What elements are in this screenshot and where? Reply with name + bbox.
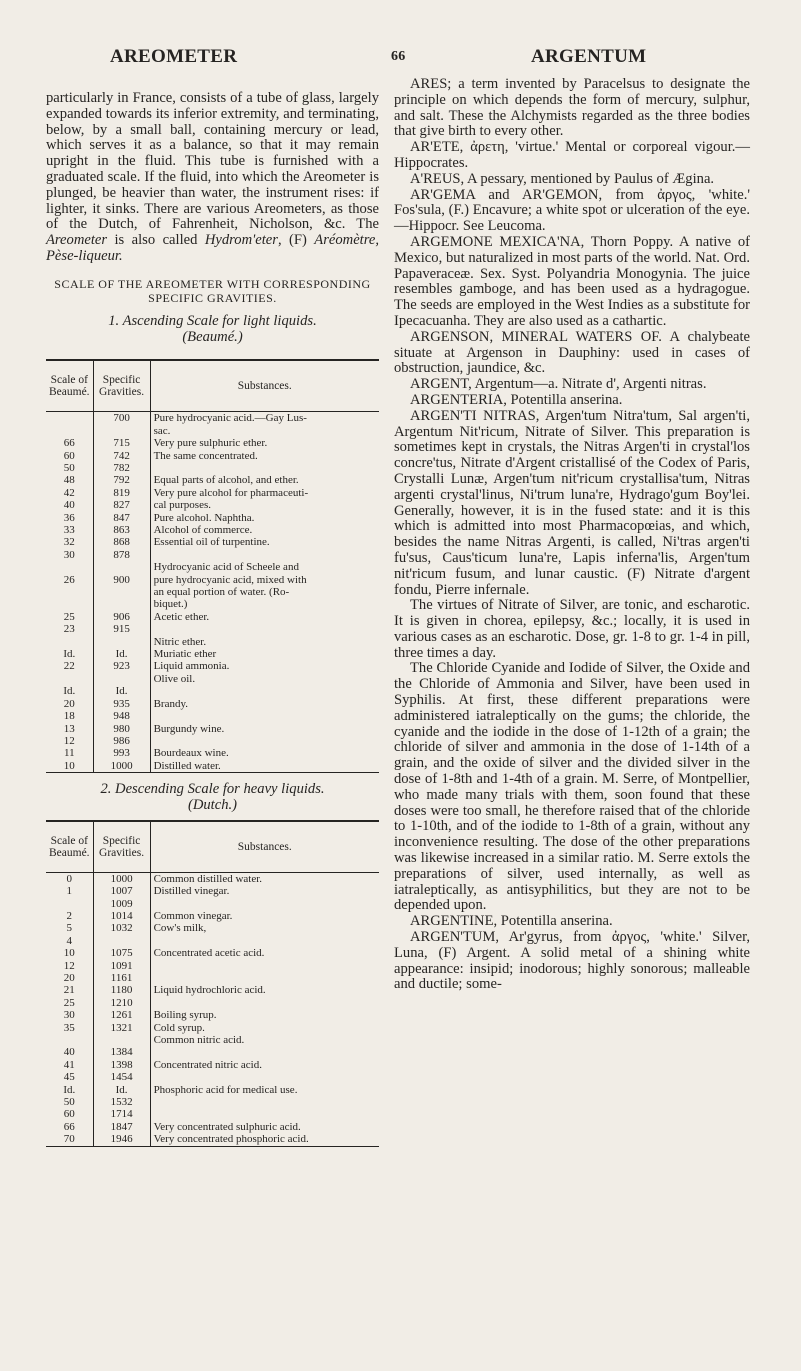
table-row xyxy=(46,450,379,462)
page-number: 66 xyxy=(391,49,406,64)
table2-subtitle: (Dutch.) xyxy=(187,796,238,813)
col-header-scale: Scale of Beaumé. xyxy=(46,360,93,412)
substance-cell: Cow's milk, xyxy=(153,922,207,935)
gravity-cell: Id. xyxy=(93,1084,150,1096)
table-row xyxy=(46,524,379,536)
scale-cell xyxy=(46,1034,93,1046)
col-header-gravity: Specific Gravities. xyxy=(93,360,150,412)
substance-cell: Nitric ether. xyxy=(153,635,207,648)
scale-cell xyxy=(46,561,93,573)
table-row xyxy=(46,1034,379,1046)
gravity-cell: Id. xyxy=(93,648,150,660)
substance-cell xyxy=(150,710,379,722)
gravity-cell: 819 xyxy=(93,487,150,499)
scale-cell: 12 xyxy=(46,735,93,747)
substance-cell xyxy=(150,549,379,561)
table-row xyxy=(46,735,379,747)
scale-cell: 60 xyxy=(46,450,93,462)
gravity-cell: 1032 xyxy=(93,922,150,934)
table-row xyxy=(46,997,379,1009)
substance-cell: Concentrated nitric acid. xyxy=(153,1058,262,1071)
substance-cell xyxy=(150,1096,379,1108)
gravity-cell: 935 xyxy=(93,698,150,710)
scale-cell: 13 xyxy=(46,723,93,735)
substance-cell: Olive oil. xyxy=(153,672,196,685)
scale-cell xyxy=(46,636,93,648)
intro-paragraph: particularly in France, consists of a tube of glass, largely expanded towards its inferior extremity, and terminating, below, by a small ball, containing mercury or lead, which serves it as a balance, so that it may remain upright in the fluid. This tube is furnished with a graduated scale. If the fluid, into which the Areometer is plunged, be heavier than water, the instrument rises: if lighter, it sinks. There are various Areometers, as those of the Dutch, of Fahrenheit, Nicholson, &c. The Areometer is also called Hydrom'eter, (F) Aréomètre, Pèse-liqueur. xyxy=(46,90,379,264)
table-row xyxy=(46,1108,379,1120)
entry-argemone: ARGEMONE MEXICA'NA, Thorn Poppy. A native of Mexico, but naturalized in most parts of the world. Nat. Ord. Papaveraceæ. Sex. Syst. Polyandria Monogynia. The juice resembles gamboge, and has been used as a hydragogue. The seeds are employed in the West Indies as a substitute for Ipecacuanha. They are also used as a cathartic. xyxy=(394,233,750,329)
gravity-cell xyxy=(93,673,150,685)
entry-argema: AR'GEMA and AR'GEMON, from ἀργος, 'white.' Fos'sula, (F.) Encavure; a white spot or ulceration of the eye.—Hippocr. See Leucoma. xyxy=(394,186,750,235)
substance-cell: Very concentrated sulphuric acid. xyxy=(153,1120,301,1133)
substance-cell: Very concentrated phosphoric acid. xyxy=(150,1133,379,1146)
entry-virtues: The virtues of Nitrate of Silver, are tonic, and escharotic. It is given in chorea, epilepsy, &c.; locally, it is used in various cases as an escharotic. Dose, gr. 1-8 to gr. 1-4 in pill, three times a day. xyxy=(394,597,750,661)
table-row xyxy=(46,660,379,672)
scale-cell: 42 xyxy=(46,487,93,499)
table-row xyxy=(46,512,379,524)
scale-cell xyxy=(46,412,93,425)
section-title: SCALE OF THE AREOMETER WITH CORRESPONDING SPECIFIC GRAVITIES. xyxy=(54,276,371,305)
scale-cell: 18 xyxy=(46,710,93,722)
table-row xyxy=(46,487,379,499)
substance-cell: Pure hydrocyanic acid.—Gay Lus- xyxy=(153,412,307,425)
running-head-right: ARGENTUM xyxy=(531,46,647,67)
gravity-cell: 1000 xyxy=(93,872,150,885)
substance-cell xyxy=(150,1046,379,1058)
col-header-substances: Substances. xyxy=(150,821,379,873)
scale-cell: 26 xyxy=(46,574,93,586)
gravity-cell: 1014 xyxy=(93,910,150,922)
gravity-cell: 1454 xyxy=(93,1071,150,1083)
gravity-cell: 1398 xyxy=(93,1059,150,1071)
gravity-cell xyxy=(93,935,150,947)
table-row xyxy=(46,685,379,697)
substance-cell: Distilled water. xyxy=(150,760,379,773)
gravity-cell xyxy=(93,561,150,573)
gravity-cell: 1161 xyxy=(93,972,150,984)
gravity-cell: 715 xyxy=(93,437,150,449)
scale-cell: 45 xyxy=(46,1071,93,1083)
table-row xyxy=(46,935,379,947)
substance-cell: Very pure sulphuric ether. xyxy=(153,437,268,450)
table-row xyxy=(46,1121,379,1133)
substance-cell: Burgundy wine. xyxy=(153,722,225,735)
gravity-cell xyxy=(93,586,150,598)
scale-cell: 40 xyxy=(46,499,93,511)
gravity-cell: 863 xyxy=(93,524,150,536)
scale-cell: Id. xyxy=(46,685,93,697)
substance-cell: biquet.) xyxy=(153,598,188,611)
substance-cell: Cold syrup. xyxy=(153,1021,205,1034)
table-row xyxy=(46,760,379,773)
gravity-cell: 1714 xyxy=(93,1108,150,1120)
table2-title: 2. Descending Scale for heavy liquids. xyxy=(100,781,325,798)
scale-cell: 41 xyxy=(46,1059,93,1071)
substance-cell: Common vinegar. xyxy=(153,909,233,922)
gravity-cell: 1009 xyxy=(93,898,150,910)
scale-cell: 50 xyxy=(46,462,93,474)
scale-cell xyxy=(46,673,93,685)
scale-cell: 0 xyxy=(46,872,93,885)
col-header-substances: Substances. xyxy=(150,360,379,412)
left-column xyxy=(46,91,379,1147)
table-row xyxy=(46,1084,379,1096)
substance-cell xyxy=(150,898,379,910)
scale-cell: 66 xyxy=(46,437,93,449)
gravity-cell xyxy=(93,1034,150,1046)
table-row xyxy=(46,747,379,759)
scale-cell: 60 xyxy=(46,1108,93,1120)
substance-cell: Boiling syrup. xyxy=(153,1009,217,1022)
table-row xyxy=(46,1022,379,1034)
scale-cell: 22 xyxy=(46,660,93,672)
gravity-cell: 915 xyxy=(93,623,150,635)
entry-argenti-nitras: ARGEN'TI NITRAS, Argen'tum Nitra'tum, Sal argen'ti, Argentum Nit'ricum, Nitrate of Silver. This preparation is sometimes kept in crystals, the Nitras Argen'ti in crystal'los concre'tus, Nitrate d'Argent cristallisé of the Codex of Paris, Crystalli Lunæ, Argen'tum nit'ricum crystallisa'tum, Nitras argenti crystal'linus, Ni'trum luna're, Hydrago'gum Boy'lei. Generally, however, it is in the fused state: and it is this which is admitted into most Pharmacopœias, and which, besides the name Nitras Argenti, is called, Ni'tras argen'ti fu'sus, Caus'ticum luna're, Lapis inferna'lis, Argen'tum nit'ricum fusum, and lunar caustic. (F) Nitrate d'argent fondu, Pierre infernale. xyxy=(394,407,750,598)
scale-cell: 5 xyxy=(46,922,93,934)
gravity-cell: 1946 xyxy=(93,1133,150,1146)
scale-cell: 66 xyxy=(46,1121,93,1133)
gravity-cell xyxy=(93,598,150,610)
substance-cell xyxy=(150,623,379,635)
substance-cell: Liquid ammonia. xyxy=(153,660,230,673)
col-header-gravity: Specific Gravities. xyxy=(93,821,150,873)
gravity-cell: 948 xyxy=(93,710,150,722)
table-row xyxy=(46,437,379,449)
substance-cell: Brandy. xyxy=(153,697,188,710)
substance-cell: cal purposes. xyxy=(153,499,211,512)
scale-cell: Id. xyxy=(46,1084,93,1096)
table1-subtitle: (Beaumé.) xyxy=(182,328,243,345)
entry-areus: A'REUS, A pessary, mentioned by Paulus of Ægina. xyxy=(410,170,715,187)
table-row xyxy=(46,648,379,660)
substance-cell: Alcohol of commerce. xyxy=(153,524,253,537)
scale-cell: 1 xyxy=(46,885,93,897)
gravity-cell: 742 xyxy=(93,450,150,462)
scale-cell xyxy=(46,898,93,910)
table-row xyxy=(46,910,379,922)
scale-cell: 12 xyxy=(46,960,93,972)
gravity-cell: 782 xyxy=(93,462,150,474)
gravity-cell: 868 xyxy=(93,536,150,548)
entry-argentine: ARGENTINE, Potentilla anserina. xyxy=(410,913,613,930)
scale-cell: Id. xyxy=(46,648,93,660)
substance-cell: Phosphoric acid for medical use. xyxy=(153,1083,298,1096)
table-row xyxy=(46,499,379,511)
table-row xyxy=(46,984,379,996)
substance-cell: Bourdeaux wine. xyxy=(153,747,229,760)
substance-cell xyxy=(150,997,379,1009)
gravity-cell: 900 xyxy=(93,574,150,586)
entry-arete: AR'ETE, ἀρετη, 'virtue.' Mental or corporeal vigour.—Hippocrates. xyxy=(394,139,750,171)
table-row xyxy=(46,536,379,548)
table-row xyxy=(46,1009,379,1021)
table-row xyxy=(46,586,379,598)
scale-cell: 10 xyxy=(46,947,93,959)
scale-cell: 70 xyxy=(46,1133,93,1146)
gravity-cell: 878 xyxy=(93,549,150,561)
gravity-cell: 1847 xyxy=(93,1121,150,1133)
scale-cell xyxy=(46,586,93,598)
table-row xyxy=(46,922,379,934)
table-row xyxy=(46,898,379,910)
gravity-cell: 1000 xyxy=(93,760,150,773)
table-row xyxy=(46,636,379,648)
gravity-cell: 792 xyxy=(93,474,150,486)
substance-cell: Common distilled water. xyxy=(153,872,263,885)
substance-cell: Very pure alcohol for pharmaceuti- xyxy=(153,486,309,499)
table-row xyxy=(46,611,379,623)
substance-cell: pure hydrocyanic acid, mixed with xyxy=(153,573,307,586)
gravity-cell: 1384 xyxy=(93,1046,150,1058)
scale-cell: 20 xyxy=(46,972,93,984)
table-row xyxy=(46,1096,379,1108)
table-row xyxy=(46,723,379,735)
scale-cell: 23 xyxy=(46,623,93,635)
scale-cell: 33 xyxy=(46,524,93,536)
substance-cell xyxy=(150,685,379,697)
substance-cell: Common nitric acid. xyxy=(153,1034,245,1047)
gravity-cell: 1261 xyxy=(93,1009,150,1021)
entry-argent: ARGENT, Argentum—a. Nitrate d', Argenti nitras. xyxy=(410,376,707,393)
gravity-cell: 1532 xyxy=(93,1096,150,1108)
gravity-cell: 827 xyxy=(93,499,150,511)
table-row xyxy=(46,710,379,722)
scale-cell: 10 xyxy=(46,760,93,773)
substance-cell: Muriatic ether xyxy=(153,648,217,661)
substance-cell: Distilled vinegar. xyxy=(153,885,230,898)
substance-cell: Pure alcohol. Naphtha. xyxy=(153,511,255,524)
gravity-cell: 906 xyxy=(93,611,150,623)
substance-cell: sac. xyxy=(153,424,171,437)
gravity-cell: 923 xyxy=(93,660,150,672)
scale-cell: 35 xyxy=(46,1022,93,1034)
table-row xyxy=(46,549,379,561)
table-row xyxy=(46,462,379,474)
entry-argenteria: ARGENTERIA, Potentilla anserina. xyxy=(410,391,623,408)
entry-ares: ARES; a term invented by Paracelsus to designate the principle on which depends the form of mercury, sulphur, and salt. These the Alchymists regarded as the three bodies that give birth to every other. xyxy=(394,76,750,140)
table-row xyxy=(46,698,379,710)
table-row xyxy=(46,425,379,437)
substance-cell xyxy=(150,960,379,972)
table-row xyxy=(46,1133,379,1146)
col-header-scale: Scale of Beaumé. xyxy=(46,821,93,873)
table-row xyxy=(46,885,379,897)
scale-cell: 20 xyxy=(46,698,93,710)
table-row xyxy=(46,598,379,610)
entry-argentum: ARGEN'TUM, Ar'gyrus, from ἀργος, 'white.' Silver, Luna, (F) Argent. A solid metal of a shining white appearance: insipid; inodorous; highly sonorous; malleable and ductile; some- xyxy=(394,929,750,993)
gravity-cell: 1321 xyxy=(93,1022,150,1034)
gravity-cell: 986 xyxy=(93,735,150,747)
table-row xyxy=(46,960,379,972)
substance-cell: Equal parts of alcohol, and ether. xyxy=(153,474,299,487)
gravity-cell: 700 xyxy=(93,412,150,425)
substance-cell: Hydrocyanic acid of Scheele and xyxy=(153,561,299,574)
gravity-cell: 1180 xyxy=(93,984,150,996)
substance-cell: Concentrated acetic acid. xyxy=(153,947,265,960)
scale-cell xyxy=(46,598,93,610)
table-ascending-scale xyxy=(46,359,379,773)
table-descending-scale xyxy=(46,820,379,1147)
scale-cell: 30 xyxy=(46,1009,93,1021)
right-column xyxy=(394,77,750,993)
gravity-cell: 993 xyxy=(93,747,150,759)
substance-cell: Liquid hydrochloric acid. xyxy=(153,984,266,997)
substance-cell xyxy=(150,972,379,984)
substance-cell: an equal portion of water. (Ro- xyxy=(153,586,290,599)
substance-cell xyxy=(150,935,379,947)
gravity-cell: 1210 xyxy=(93,997,150,1009)
table-row xyxy=(46,1046,379,1058)
scale-cell: 32 xyxy=(46,536,93,548)
scale-cell: 50 xyxy=(46,1096,93,1108)
table-row xyxy=(46,574,379,586)
substance-cell xyxy=(150,735,379,747)
gravity-cell: 1075 xyxy=(93,947,150,959)
table-row xyxy=(46,1071,379,1083)
gravity-cell: Id. xyxy=(93,685,150,697)
substance-cell: The same concentrated. xyxy=(153,449,258,462)
table-row xyxy=(46,872,379,885)
scale-cell: 21 xyxy=(46,984,93,996)
substance-cell xyxy=(150,1071,379,1083)
gravity-cell: 980 xyxy=(93,723,150,735)
scale-cell: 36 xyxy=(46,512,93,524)
table-row xyxy=(46,673,379,685)
scale-cell: 40 xyxy=(46,1046,93,1058)
table-row xyxy=(46,1059,379,1071)
table1-title: 1. Ascending Scale for light liquids. xyxy=(108,312,317,329)
gravity-cell: 1007 xyxy=(93,885,150,897)
scale-cell: 25 xyxy=(46,611,93,623)
table-row xyxy=(46,623,379,635)
running-head-left: AREOMETER xyxy=(110,46,238,67)
scale-cell: 48 xyxy=(46,474,93,486)
scale-cell: 4 xyxy=(46,935,93,947)
table-row xyxy=(46,561,379,573)
table-row xyxy=(46,972,379,984)
scale-cell: 11 xyxy=(46,747,93,759)
table-row xyxy=(46,412,379,425)
gravity-cell xyxy=(93,425,150,437)
substance-cell xyxy=(150,462,379,474)
entry-argenson: ARGENSON, MINERAL WATERS OF. A chalybeate situate at Argenson in Dauphiny: used in cases of obstruction, jaundice, &c. xyxy=(394,328,750,377)
entry-chloride: The Chloride Cyanide and Iodide of Silver, the Oxide and the Chloride of Ammonia and Silver, have been used in Syphilis. At first, these different preparations were administered iatraleptically on the gums; the chloride, the cyanide and the iodide in the dose of 1-12th of a grain; the chloride of silver and ammonia in the dose of 1-14th of a grain, and the oxide of silver and the divided silver in the dose of 1-8th and 1-4th of a grain. M. Serre, of Montpellier, who made many trials with them, soon found that these doses were too small, he therefore raised that of the chloride to 1-10th, and of the iodide to 1-8th of a grain, without any inconvenience resulting. The dose of the other preparations was likewise increased in a similar ratio. M. Serre extols the preparations of silver, used internally, as well as iatraleptically, as antisyphilitics, but they are not to be depended upon. xyxy=(394,660,750,914)
gravity-cell: 1091 xyxy=(93,960,150,972)
substance-cell xyxy=(150,1108,379,1120)
table-row xyxy=(46,947,379,959)
gravity-cell: 847 xyxy=(93,512,150,524)
table-row xyxy=(46,474,379,486)
gravity-cell xyxy=(93,636,150,648)
scale-cell: 25 xyxy=(46,997,93,1009)
substance-cell: Essential oil of turpentine. xyxy=(153,536,270,549)
scale-cell: 2 xyxy=(46,910,93,922)
scale-cell xyxy=(46,425,93,437)
substance-cell: Acetic ether. xyxy=(153,610,210,623)
scale-cell: 30 xyxy=(46,549,93,561)
